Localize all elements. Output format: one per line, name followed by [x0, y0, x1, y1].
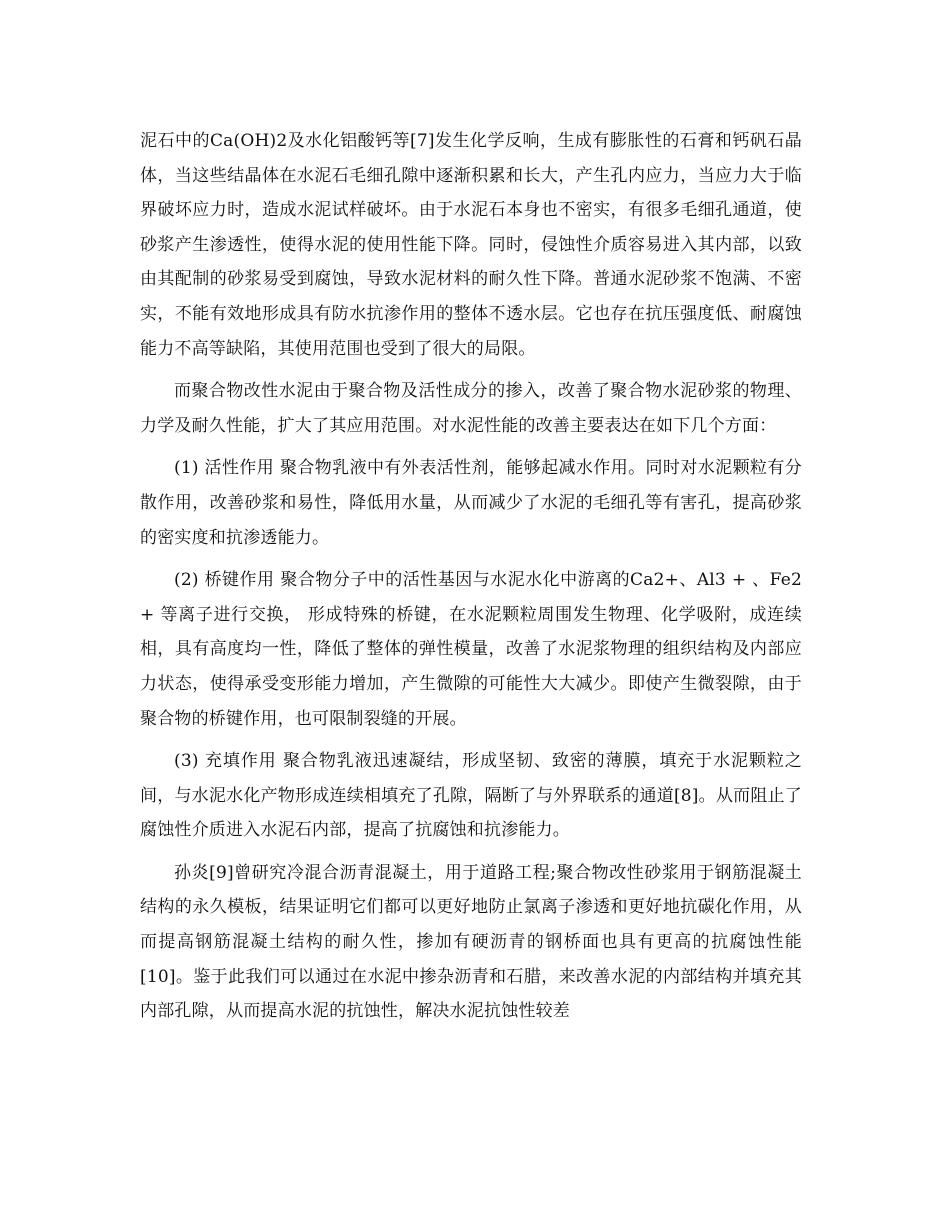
paragraph-cement-corrosion: 泥石中的Ca(OH)2及水化铝酸钙等[7]发生化学反响，生成有膨胀性的石膏和钙矾石晶体，当这些结晶体在水泥石毛细孔隙中逐渐积累和长大，产生孔内应力，当应力大于临界破坏应力时，造成水泥试样破坏。由于水泥石本身也不密实，有很多毛细孔通道，使砂浆产生渗透性，使得水泥的使用性能下降。同时，侵蚀性介质容易进入其内部，以致由其配制的砂浆易受到腐蚀，导致水泥材料的耐久性下降。普通水泥砂浆不饱满、不密实，不能有效地形成具有防水抗渗作用的整体不透水层。它也存在抗压强度低、耐腐蚀能力不高等缺陷，其使用范围也受到了很大的局限。 — [140, 131, 802, 359]
paragraph-activity-effect: (1) 活性作用 聚合物乳液中有外表活性剂，能够起减水作用。同时对水泥颗粒有分散作用，改善砂浆和易性，降低用水量，从而减少了水泥的毛细孔等有害孔，提高砂浆的密实度和抗渗透能力。 — [140, 458, 802, 548]
paragraph-filling-effect: (3) 充填作用 聚合物乳液迅速凝结，形成坚韧、致密的薄膜，填充于水泥颗粒之间，与水泥水化产物形成连续相填充了孔隙，隔断了与外界联系的通道[8]。从而阻止了腐蚀性介质进入水泥石内部，提高了抗腐蚀和抗渗能力。 — [140, 751, 802, 841]
document-body — [140, 124, 802, 1037]
paragraph-bridge-bond-effect: (2) 桥键作用 聚合物分子中的活性基因与水泥水化中游离的Ca2+、Al3 + 、Fe2 + 等离子进行交换， 形成特殊的桥键，在水泥颗粒周围发生物理、化学吸附，成连续相，具有高度均一性，降低了整体的弹性模量，改善了水泥浆物理的组织结构及内部应力状态，使得承受变形能力增加，产生微隙的可能性大大减少。即使产生微裂隙，由于聚合物的桥键作用，也可限制裂缝的开展。 — [140, 570, 802, 729]
paragraph-polymer-modified-cement: 而聚合物改性水泥由于聚合物及活性成分的掺入，改善了聚合物水泥砂浆的物理、力学及耐久性能，扩大了其应用范围。对水泥性能的改善主要表达在如下几个方面： — [140, 381, 802, 436]
paragraph-sun-yan-research: 孙炎[9]曾研究冷混合沥青混凝土，用于道路工程;聚合物改性砂浆用于钢筋混凝土结构的永久模板，结果证明它们都可以更好地防止氯离子渗透和更好地抗碳化作用，从而提高钢筋混凝土结构的耐久性，掺加有硬沥青的钢桥面也具有更高的抗腐蚀性能[10]。鉴于此我们可以通过在水泥中掺杂沥青和石腊，来改善水泥的内部结构并填充其内部孔隙，从而提高水泥的抗蚀性，解决水泥抗蚀性较差 — [140, 862, 802, 1022]
